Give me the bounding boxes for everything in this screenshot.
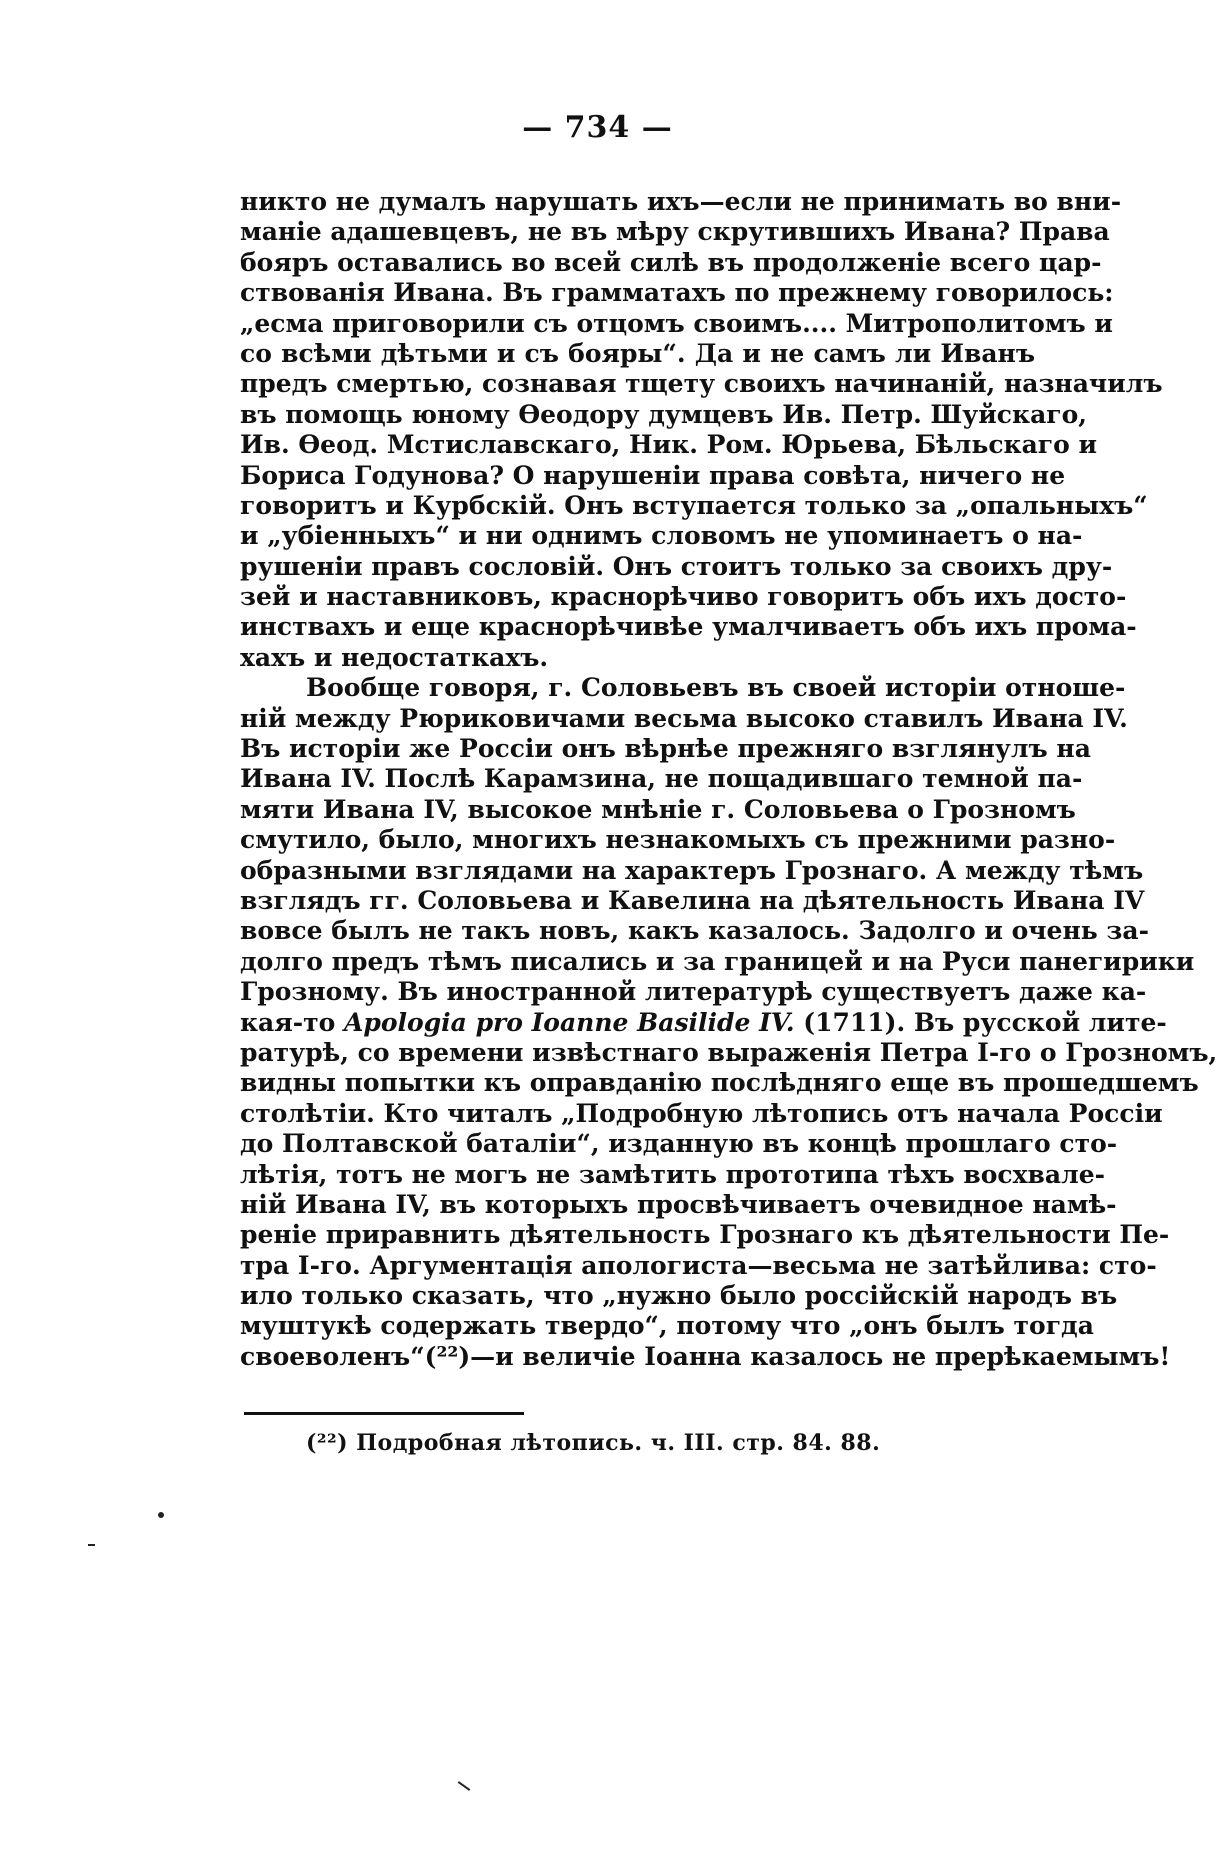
text-line: реніе приравнить дѣятельность Грознаго къ дѣятельности Пе-	[240, 1220, 1170, 1250]
main-text	[240, 187, 1217, 1372]
text-line: тра I-го. Аргументація апологиста—весьма не затѣйлива: сто-	[240, 1250, 1157, 1280]
text-segment: кая-то	[240, 1007, 344, 1037]
text-line: зей и наставниковъ, краснорѣчиво говоритъ объ ихъ досто-	[240, 582, 1127, 612]
text-line: „есма приговорили съ отцомъ своимъ.... Митрополитомъ и	[240, 308, 1113, 338]
text-segment: своеволенъ“(	[240, 1341, 437, 1371]
text-line: ній Ивана IV, въ которыхъ просвѣчиваетъ очевидное намѣ-	[240, 1189, 1117, 1219]
text-line: образными взглядами на характеръ Грознаго. А между тѣмъ	[240, 855, 1144, 885]
text-line: Въ исторіи же Россіи онъ вѣрнѣе прежняго взглянулъ на	[240, 734, 1091, 764]
text-line: Грозному. Въ иностранной литературѣ существуетъ даже ка-	[240, 977, 1147, 1007]
text-line: хахъ и недостаткахъ.	[240, 642, 549, 672]
text-line: бояръ оставались во всей силѣ въ продолженіе всего цар-	[240, 247, 1102, 277]
text-line: рушеніи правъ сословій. Онъ стоитъ только за своихъ дру-	[240, 551, 1113, 581]
text-line: смутило, было, многихъ незнакомыхъ съ прежними разно-	[240, 825, 1116, 855]
text-segment: (1711). Въ русской лите-	[794, 1007, 1167, 1037]
italic-book-title: Apologia pro Ioanne Basilide IV.	[343, 1007, 795, 1037]
text-line: Бориса Годунова? О нарушеніи права совѣта, ничего не	[240, 460, 1066, 490]
text-line: вовсе былъ не такъ новъ, какъ казалось. Задолго и очень за-	[240, 916, 1149, 946]
text-line: и „убіенныхъ“ и ни однимъ словомъ не упоминаетъ о на-	[240, 521, 1083, 551]
scan-speck	[158, 1512, 164, 1518]
paragraph	[240, 187, 1163, 673]
footnote-divider	[244, 1412, 524, 1415]
text-line: ствованія Ивана. Въ грамматахъ по прежнему говорилось:	[240, 278, 1114, 308]
text-line: до Полтавской баталіи“, изданную въ концѣ прошлаго сто-	[240, 1129, 1118, 1159]
footnote	[306, 1430, 880, 1456]
text-line: ній между Рюриковичами весьма высоко ставилъ Ивана IV.	[240, 703, 1128, 733]
text-line: со всѣми дѣтьми и съ бояры“. Да и не самъ ли Иванъ	[240, 338, 1035, 368]
text-line: въ помощь юному Ѳеодору думцевъ Ив. Петр. Шуйскаго,	[240, 399, 1087, 429]
footnote-marker: (²²)	[306, 1430, 349, 1456]
text-line: предъ смертью, сознавая тщету своихъ начинаній, назначилъ	[240, 369, 1163, 399]
text-line: мяти Ивана IV, высокое мнѣніе г. Соловьева о Грозномъ	[240, 794, 1076, 824]
text-line: ило только сказать, что „нужно было россійскій народъ въ	[240, 1281, 1118, 1311]
text-line: ратурѣ, со времени извѣстнаго выраженія Петра I-го о Грозномъ,	[240, 1037, 1217, 1067]
text-line	[240, 1341, 1171, 1372]
text-line: маніе адашевцевъ, не въ мѣру скрутившихъ Ивана? Права	[240, 217, 1110, 247]
text-line: Вообще говоря, г. Соловьевъ въ своей исторіи отноше-	[306, 673, 1126, 703]
text-line: Ивана IV. Послѣ Карамзина, не пощадившаго темной па-	[240, 764, 1083, 794]
text-line: лѣтія, тотъ не могъ не замѣтить прототипа тѣхъ восхвале-	[240, 1159, 1106, 1189]
text-line: долго предъ тѣмъ писались и за границей и на Руси панегирики	[240, 946, 1195, 976]
text-line: говоритъ и Курбскій. Онъ вступается только за „опальныхъ“	[240, 490, 1148, 520]
footnote-reference: ²²	[436, 1341, 459, 1371]
text-line: взглядъ гг. Соловьева и Кавелина на дѣятельность Ивана IV	[240, 885, 1145, 915]
text-line: столѣтіи. Кто читалъ „Подробную лѣтопись отъ начала Россіи	[240, 1098, 1163, 1128]
scan-speck	[458, 1781, 471, 1791]
text-line: инствахъ и еще краснорѣчивѣе умалчиваетъ объ ихъ прома-	[240, 612, 1137, 642]
paragraph	[240, 673, 1217, 1372]
text-line: Ив. Ѳеод. Мстиславскаго, Ник. Ром. Юрьева, Бѣльскаго и	[240, 430, 1098, 460]
page-number: — 734 —	[522, 110, 673, 145]
footnote-text: Подробная лѣтопись. ч. III. стр. 84. 88.	[348, 1430, 881, 1456]
text-line	[240, 1007, 1167, 1038]
text-line: муштукѣ содержать твердо“, потому что „онъ былъ тогда	[240, 1311, 1094, 1341]
text-line: видны попытки къ оправданію послѣдняго еще въ прошедшемъ	[240, 1068, 1199, 1098]
text-segment: )—и величіе Іоанна казалось не прерѣкаемымъ!	[458, 1341, 1171, 1371]
scan-speck	[88, 1544, 95, 1546]
text-line: никто не думалъ нарушать ихъ—если не принимать во вни-	[240, 187, 1122, 216]
